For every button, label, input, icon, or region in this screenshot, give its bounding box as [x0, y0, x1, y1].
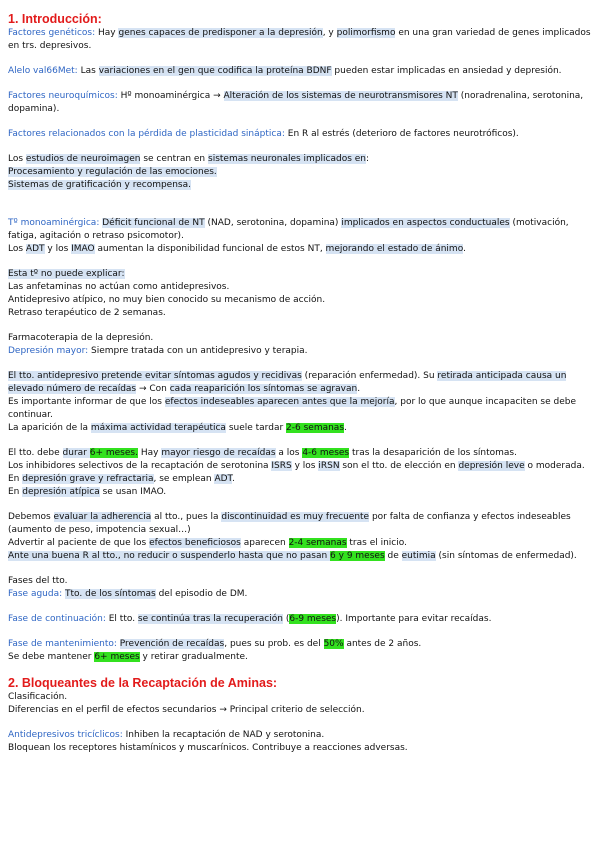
paragraph-depresion-grave: En depresión grave y refractaria, se emplean ADT. — [8, 474, 235, 484]
highlight: mayor riesgo de recaídas — [161, 448, 276, 458]
paragraph-clasificacion: Clasificación. — [8, 692, 68, 702]
paragraph-depresion-atipica: En depresión atípica se usan IMAO. — [8, 487, 167, 497]
paragraph-isrs: Los inhibidores selectivos de la recaptación de serotonina ISRS y los iRSN son el tto. de elección en depresión leve o moderada. — [8, 461, 585, 471]
highlight-green: 2-4 semanas — [288, 538, 347, 548]
highlight: depresión atípica — [22, 487, 100, 497]
highlight: discontinuidad es muy frecuente — [221, 512, 370, 522]
highlight: Esta tº no puede explicar: — [8, 269, 125, 279]
highlight-green: 6 y 9 meses — [330, 551, 385, 561]
highlight-green: 6+ meses. — [89, 448, 138, 458]
term-triciclicos: Antidepresivos tricíclicos: — [8, 730, 123, 740]
highlight: retirada anticipada causa un elevado número de recaídas — [8, 371, 567, 394]
highlight: mejorando el estado de ánimo — [325, 244, 464, 254]
highlight: Alteración de los sistemas de neurotransmisores NT — [223, 91, 458, 101]
highlight: Déficit funcional de NT — [102, 218, 205, 228]
highlight-green: 6+ meses — [94, 652, 140, 662]
highlight: polimorfismo — [336, 28, 396, 38]
paragraph-tto-antidepresivo: El tto. antidepresivo pretende evitar síntomas agudos y recidivas (reparación enfermedad). Su retirada anticipada causa un elevado número de recaídas → Con cada reaparición los síntomas se agravan. — [8, 371, 567, 394]
paragraph-diferencias: Diferencias en el perfil de efectos secundarios → Principal criterio de selección. — [8, 705, 365, 715]
paragraph-neuroimagen: Los estudios de neuroimagen se centran en sistemas neuronales implicados en: — [8, 154, 370, 164]
highlight-green: 6-9 meses — [289, 614, 337, 624]
highlight: El tto. antidepresivo pretende evitar síntomas agudos y recidivas — [8, 371, 302, 381]
term-fase-continuacion: Fase de continuación: — [8, 614, 106, 624]
highlight: ADT — [214, 474, 232, 484]
paragraph-fase-aguda: Fase aguda: Tto. de los síntomas del episodio de DM. — [8, 589, 248, 599]
paragraph-alelo: Alelo val66Met: Las variaciones en el gen que codifica la proteína BDNF pueden estar implicadas en ansiedad y depresión. — [8, 66, 562, 76]
paragraph-mantener: Se debe mantener 6+ meses y retirar gradualmente. — [8, 652, 248, 662]
paragraph-depresion-mayor: Depresión mayor: Siempre tratada con un antidepresivo y terapia. — [8, 346, 308, 356]
highlight: efectos indeseables aparecen antes que la mejoría — [164, 397, 395, 407]
highlight: depresión leve — [458, 461, 525, 471]
paragraph-duracion: El tto. debe durar 6+ meses. Hay mayor riesgo de recaídas a los 4-6 meses tras la desaparición de los síntomas. — [8, 448, 517, 458]
highlight: estudios de neuroimagen — [25, 154, 141, 164]
subtitle-farmacoterapia: Farmacoterapia de la depresión. — [8, 333, 154, 343]
highlight: efectos beneficiosos — [149, 538, 241, 548]
paragraph-bloquean: Bloquean los receptores histamínicos y muscarínicos. Contribuye a reacciones adversas. — [8, 743, 408, 753]
highlight-green: 2-6 semanas — [286, 423, 345, 433]
list-item — [8, 166, 594, 179]
term-alelo: Alelo val66Met: — [8, 66, 78, 76]
paragraph-maxima-actividad: La aparición de la máxima actividad terapéutica suele tardar 2-6 semanas. — [8, 423, 347, 433]
list-item: Retraso terapéutico de 2 semanas. — [8, 308, 166, 318]
highlight-green: 4-6 meses — [302, 448, 350, 458]
section-heading-introduccion: 1. Introducción: — [8, 12, 102, 26]
term-teoria-monoaminergica: Tº monoaminérgica: — [8, 218, 100, 228]
paragraph-teoria-monoaminergica: Tº monoaminérgica: Déficit funcional de NT (NAD, serotonina, dopamina) implicados en aspectos conductuales (motivación, fatiga, agitación o retraso psicomotor). — [8, 218, 569, 241]
section-heading-bloqueantes: 2. Bloqueantes de la Recaptación de Aminas: — [8, 676, 278, 690]
list-intro — [8, 268, 594, 281]
highlight: Ante una buena R al tto., no reducir o suspenderlo hasta que no pasan — [8, 551, 331, 561]
highlight: Prevención de recaídas — [119, 639, 225, 649]
highlight: cada reaparición los síntomas se agravan — [169, 384, 358, 394]
paragraph-efectos-beneficiosos: Advertir al paciente de que los efectos beneficiosos aparecen 2-4 semanas tras el inicio. — [8, 538, 407, 548]
paragraph-fase-mantenimiento: Fase de mantenimiento: Prevención de recaídas, pues su prob. es del 50% antes de 2 años. — [8, 639, 422, 649]
highlight: IMAO — [71, 244, 95, 254]
highlight: durar — [62, 448, 90, 458]
term-fase-aguda: Fase aguda: — [8, 589, 63, 599]
term-fase-mantenimiento: Fase de mantenimiento: — [8, 639, 117, 649]
subtitle-fases: Fases del tto. — [8, 576, 68, 586]
highlight-green: 50% — [323, 639, 344, 649]
highlight: genes capaces de predisponer a la depresión — [118, 28, 323, 38]
highlight: eutimia — [401, 551, 436, 561]
term-factores-neuroquimicos: Factores neuroquímicos: — [8, 91, 118, 101]
paragraph-plasticidad: Factores relacionados con la pérdida de plasticidad sináptica: En R al estrés (deterioro de factores neurotróficos). — [8, 129, 519, 139]
highlight: máxima actividad terapéutica — [90, 423, 226, 433]
term-plasticidad: Factores relacionados con la pérdida de plasticidad sináptica: — [8, 129, 285, 139]
highlight: variaciones en el gen que codifica la proteína BDNF — [98, 66, 332, 76]
paragraph-eutimia: Ante una buena R al tto., no reducir o suspenderlo hasta que no pasan 6 y 9 meses de eutimia (sin síntomas de enfermedad). — [8, 551, 577, 561]
paragraph-fase-continuacion: Fase de continuación: El tto. se continúa tras la recuperación (6-9 meses). Importante para evitar recaídas. — [8, 614, 492, 624]
highlight: se continúa tras la recuperación — [137, 614, 283, 624]
highlight: iRSN — [318, 461, 340, 471]
highlight: Sistemas de gratificación y recompensa. — [8, 180, 191, 190]
paragraph-factores-geneticos: Factores genéticos: Hay genes capaces de predisponer a la depresión, y polimorfismo en una gran variedad de genes implicados en trs. depresivos. — [8, 28, 591, 51]
paragraph-factores-neuroquimicos: Factores neuroquímicos: Hº monoaminérgica → Alteración de los sistemas de neurotransmisores NT (noradrenalina, serotonina, dopamina). — [8, 91, 584, 114]
term-factores-geneticos: Factores genéticos: — [8, 28, 96, 38]
paragraph-triciclicos: Antidepresivos tricíclicos: Inhiben la recaptación de NAD y serotonina. — [8, 730, 325, 740]
paragraph-adherencia: Debemos evaluar la adherencia al tto., pues la discontinuidad es muy frecuente por falta de confianza y efectos indeseables (aumento de peso, impotencia sexual…) — [8, 512, 571, 535]
document-page — [8, 12, 594, 755]
term-depresion-mayor: Depresión mayor: — [8, 346, 89, 356]
highlight: ADT — [25, 244, 45, 254]
highlight: evaluar la adherencia — [53, 512, 152, 522]
paragraph-adt-imao: Los ADT y los IMAO aumentan la disponibilidad funcional de estos NT, mejorando el estado de ánimo. — [8, 244, 466, 254]
list-item — [8, 179, 594, 192]
highlight: ISRS — [271, 461, 292, 471]
highlight: Procesamiento y regulación de las emociones. — [8, 167, 217, 177]
highlight: implicados en aspectos conductuales — [341, 218, 510, 228]
highlight: sistemas neuronales implicados en — [208, 154, 367, 164]
list-item: Antidepresivo atípico, no muy bien conocido su mecanismo de acción. — [8, 295, 326, 305]
list-item: Las anfetaminas no actúan como antidepresivos. — [8, 282, 230, 292]
highlight: Tto. de los síntomas — [65, 589, 156, 599]
paragraph-efectos-indeseables: Es importante informar de que los efectos indeseables aparecen antes que la mejoría, por lo que aunque incapaciten se debe continuar. — [8, 397, 577, 420]
highlight: depresión grave y refractaria — [22, 474, 154, 484]
